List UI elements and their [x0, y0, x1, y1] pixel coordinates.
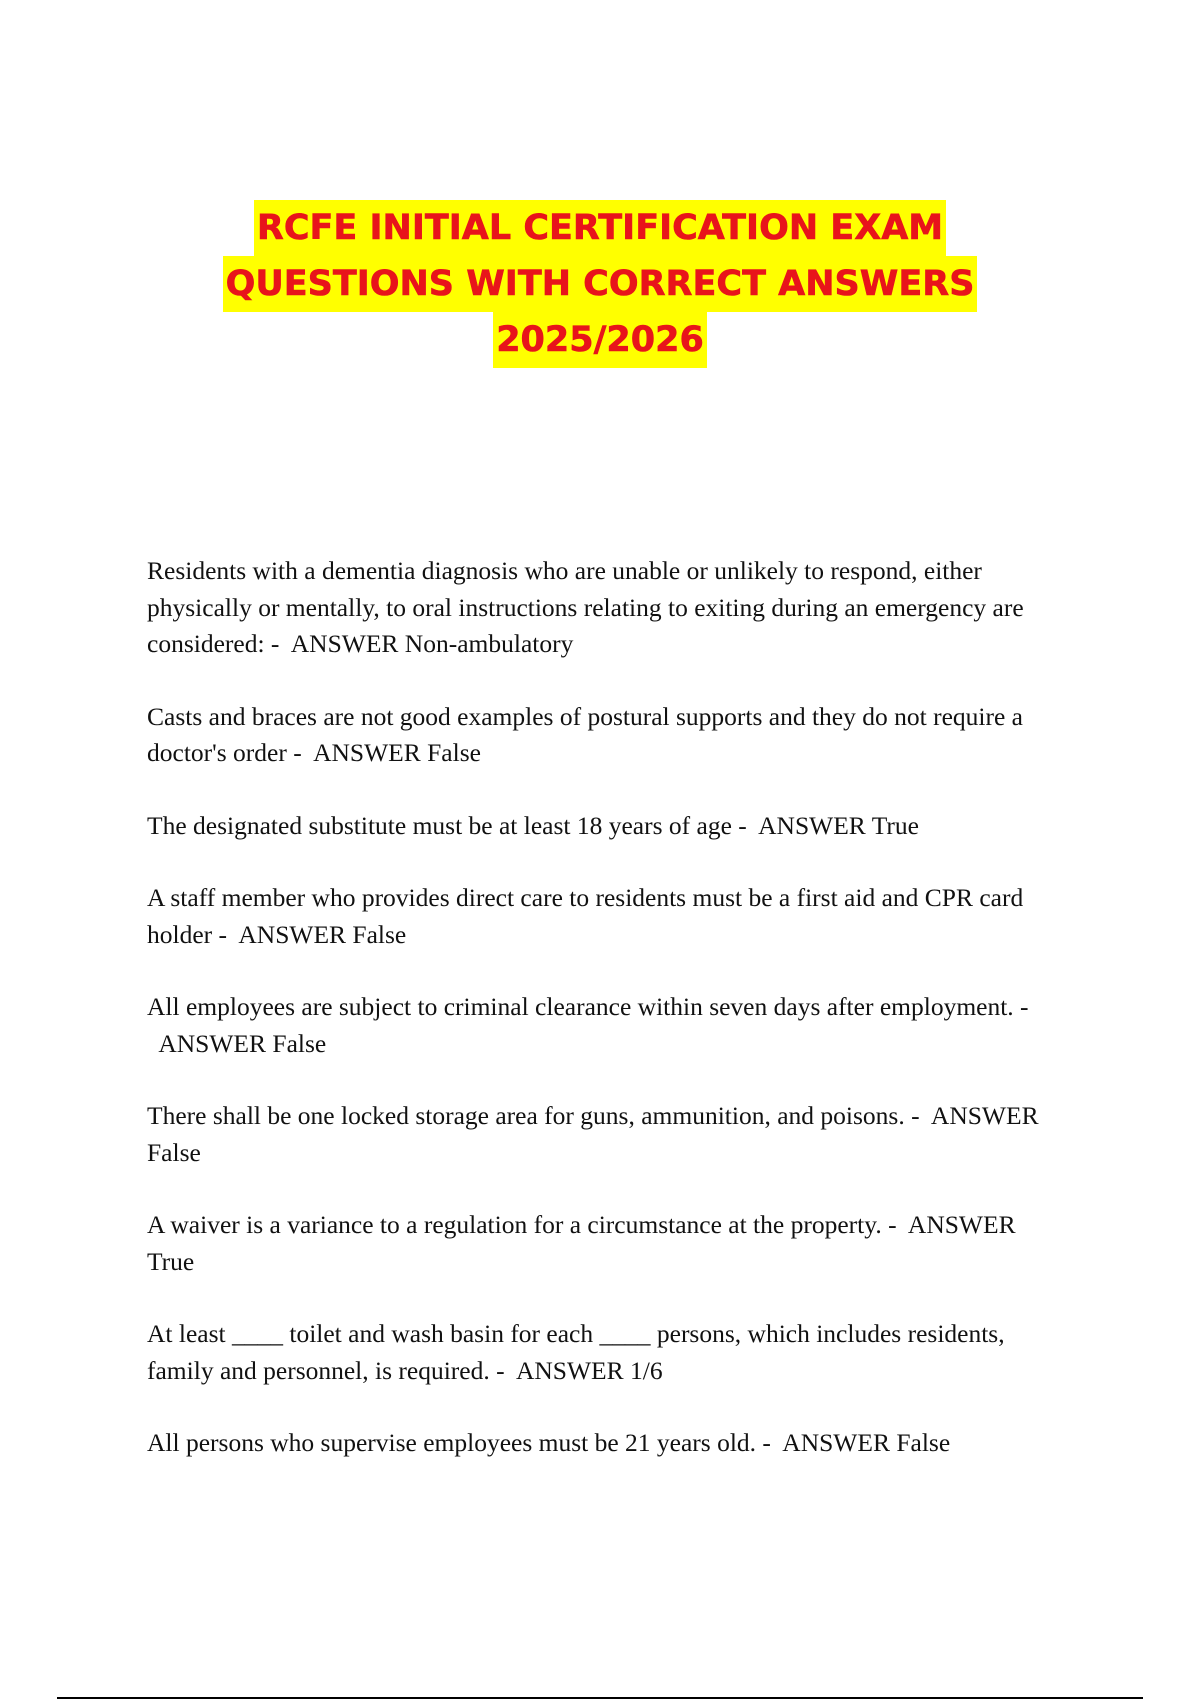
- document-title: [0, 200, 1200, 368]
- answer-text: False: [352, 919, 407, 949]
- question-text: Casts and braces are not good examples of postural supports and they do not require a doctor's order -: [147, 701, 1023, 767]
- answer-text: True: [871, 810, 919, 840]
- answer-text: False: [147, 1137, 201, 1167]
- answer-label: ANSWER: [313, 738, 421, 767]
- qa-item-3: [147, 808, 1067, 845]
- question-text: All persons who supervise employees must be 21 years old. -: [147, 1428, 771, 1457]
- qa-item-8: [147, 1316, 1067, 1389]
- answer-label: ANSWER: [758, 810, 866, 840]
- qa-item-5: [147, 989, 1067, 1062]
- answer-label: ANSWER: [290, 629, 399, 658]
- qa-item-1: [147, 553, 1067, 663]
- question-text: There shall be one locked storage area for guns, ammunition, and poisons. -: [147, 1101, 920, 1130]
- qa-item-2: [147, 699, 1067, 772]
- footer-divider: [57, 1697, 1143, 1699]
- title-line-3: 2025/2026: [493, 312, 707, 368]
- question-answer-list: [147, 553, 1067, 1498]
- qa-item-4: [147, 880, 1067, 953]
- question-text: A staff member who provides direct care to residents must be a first aid and CPR card holder -: [147, 883, 1024, 949]
- answer-label: ANSWER: [515, 1355, 624, 1385]
- answer-label: ANSWER: [907, 1210, 1016, 1239]
- answer-label: ANSWER: [158, 1028, 267, 1058]
- answer-text: False: [896, 1428, 951, 1457]
- answer-label: ANSWER: [930, 1101, 1039, 1130]
- question-text: At least ____ toilet and wash basin for each ____ persons, which includes residents, family and personnel, is required. -: [147, 1319, 1005, 1385]
- answer-text: False: [272, 1028, 327, 1058]
- question-text: The designated substitute must be at least 18 years of age -: [147, 810, 747, 840]
- answer-text: False: [427, 738, 481, 767]
- answer-text: True: [147, 1246, 195, 1276]
- question-text: A waiver is a variance to a regulation for a circumstance at the property. -: [147, 1210, 897, 1239]
- answer-label: ANSWER: [238, 919, 347, 949]
- qa-item-9: [147, 1425, 1067, 1462]
- question-text: Residents with a dementia diagnosis who are unable or unlikely to respond, either physically or mentally, to oral instructions relating to exiting during an emergency are considered: -: [147, 556, 1024, 658]
- question-text: All employees are subject to criminal clearance within seven days after employment. -: [147, 992, 1029, 1021]
- title-line-1: RCFE INITIAL CERTIFICATION EXAM: [254, 200, 946, 256]
- answer-label: ANSWER: [782, 1428, 890, 1457]
- qa-item-7: [147, 1207, 1067, 1280]
- answer-text: 1/6: [630, 1355, 663, 1385]
- answer-text: Non-ambulatory: [404, 629, 574, 658]
- qa-item-6: [147, 1098, 1067, 1171]
- title-line-2: QUESTIONS WITH CORRECT ANSWERS: [223, 256, 978, 312]
